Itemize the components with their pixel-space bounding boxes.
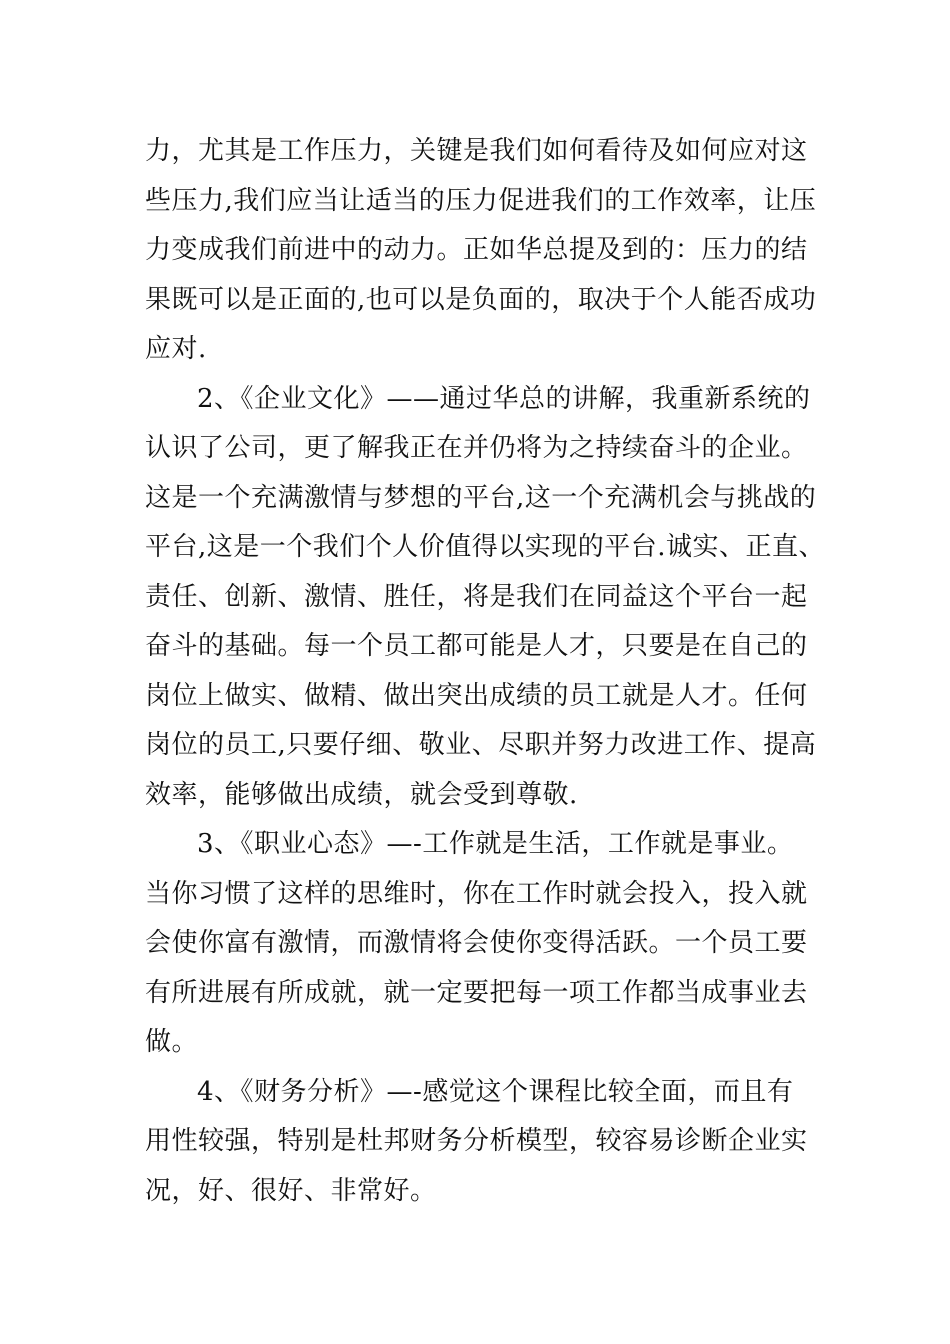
text-line: 责任、创新、激情、胜任，将是我们在同益这个平台一起 [145,581,808,612]
text-line: 平台,这是一个我们个人价值得以实现的平台.诚实、正直、 [145,532,826,562]
document-body [145,127,826,1216]
text-line: 岗位的员工,只要仔细、敬业、尽职并努力改进工作、提高 [145,730,817,760]
text-line: 当你习惯了这样的思维时，你在工作时就会投入，投入就 [145,878,808,909]
paragraph-start-line: 4、《财务分析》—-感觉这个课程比较全面，而且有 [197,1076,794,1107]
text-line: 做。 [145,1027,199,1057]
text-line: 奋斗的基础。每一个员工都可能是人才，只要是在自己的 [145,631,808,661]
text-line: 会使你富有激情，而激情将会使你变得活跃。一个员工要 [145,928,808,958]
text-line: 岗位上做实、做精、做出突出成绩的员工就是人才。任何 [145,680,808,711]
text-line: 应对. [145,334,207,364]
text-line: 这是一个充满激情与梦想的平台,这一个充满机会与挑战的 [145,482,817,513]
text-line: 况，好、很好、非常好。 [145,1175,437,1206]
text-line: 力变成我们前进中的动力。正如华总提及到的：压力的结 [145,235,808,265]
text-line: 果既可以是正面的,也可以是负面的，取决于个人能否成功 [145,284,817,315]
text-line: 有所进展有所成就，就一定要把每一项工作都当成事业去 [145,977,808,1008]
text-line: 些压力,我们应当让适当的压力促进我们的工作效率，让压 [145,185,817,216]
text-line: 效率，能够做出成绩，就会受到尊敬. [145,779,578,810]
text-line: 用性较强，特别是杜邦财务分析模型，较容易诊断企业实 [145,1126,808,1156]
paragraph-start-line: 2、《企业文化》——通过华总的讲解，我重新系统的 [197,383,811,414]
text-line: 认识了公司，更了解我正在并仍将为之持续奋斗的企业。 [145,433,808,463]
paragraph-start-line: 3、《职业心态》—-工作就是生活，工作就是事业。 [197,829,794,859]
text-line: 力，尤其是工作压力，关键是我们如何看待及如何应对这 [145,136,808,166]
